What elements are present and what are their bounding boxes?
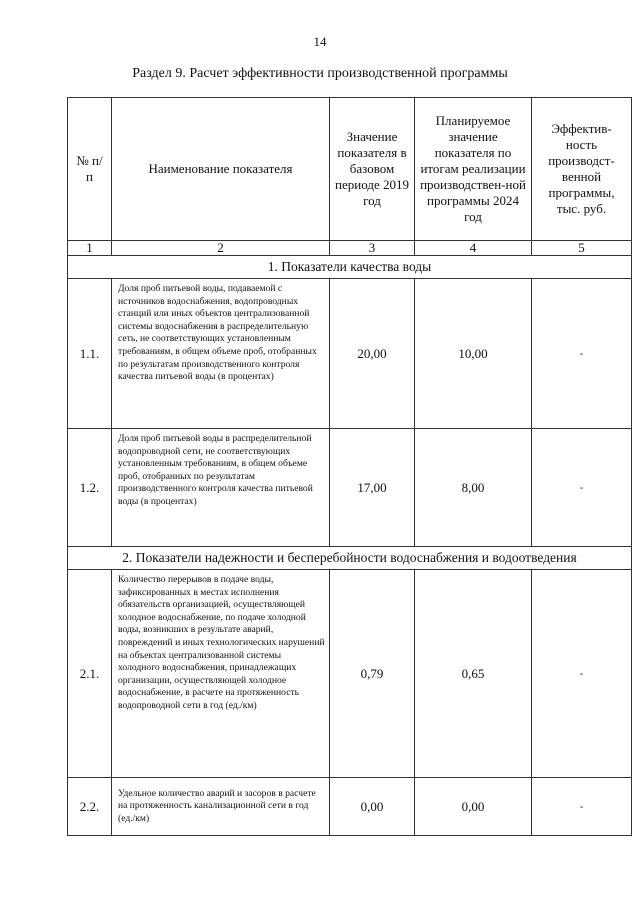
section-heading: 1. Показатели качества воды — [68, 256, 632, 279]
column-number: 2 — [112, 241, 330, 256]
indicator-name: Количество перерывов в подаче воды, зафиксированных в местах исполнения обязательств организацией, осуществляющей холодное водоснабжение, по подаче холодной воды, возникших в результате аварий, повреждений и иных технологических нарушений на объектах централизованной системы холодного водоснабжения, принадлежащих организации, осуществляющей холодное водоснабжение, в расчете на протяженность водопроводной сети в год (ед./км) — [112, 570, 330, 778]
header-row — [68, 98, 632, 241]
section-row — [68, 547, 632, 570]
column-number: 1 — [68, 241, 112, 256]
indicator-name: Доля проб питьевой воды в распределительной водопроводной сети, не соответствующих установленным требованиям, в общем объеме проб, отобранных по результатам производственного контроля качества питьевой воды (в процентах) — [112, 429, 330, 547]
section-row — [68, 256, 632, 279]
section-heading: 2. Показатели надежности и бесперебойности водоснабжения и водоотведения — [68, 547, 632, 570]
column-number: 3 — [330, 241, 415, 256]
table-row — [68, 279, 632, 429]
table-row — [68, 570, 632, 778]
column-number: 4 — [415, 241, 532, 256]
plan-value: 10,00 — [415, 279, 532, 429]
plan-value: 0,00 — [415, 778, 532, 836]
table-row — [68, 429, 632, 547]
indicator-name: Доля проб питьевой воды, подаваемой с источников водоснабжения, водопроводных станций или иных объектов централизованной системы водоснабжения в распределительную сеть, не соответствующих установленным требованиям, в общем объеме проб, отобранных по результатам производственного контроля качества питьевой воды (в процентах) — [112, 279, 330, 429]
column-number: 5 — [532, 241, 632, 256]
efficiency-value: - — [532, 778, 632, 836]
row-number: 2.2. — [68, 778, 112, 836]
efficiency-value: - — [532, 279, 632, 429]
efficiency-table — [67, 97, 632, 836]
header-efficiency: Эффектив-ность производст-венной программы, тыс. руб. — [532, 98, 632, 241]
header-name: Наименование показателя — [112, 98, 330, 241]
plan-value: 8,00 — [415, 429, 532, 547]
base-value: 17,00 — [330, 429, 415, 547]
row-number: 2.1. — [68, 570, 112, 778]
header-plan-value: Планируемое значение показателя по итогам реализации производствен-ной программы 2024 год — [415, 98, 532, 241]
plan-value: 0,65 — [415, 570, 532, 778]
row-number: 1.1. — [68, 279, 112, 429]
section-title: Раздел 9. Расчет эффективности производственной программы — [132, 66, 508, 81]
table-row — [68, 778, 632, 836]
efficiency-value: - — [532, 570, 632, 778]
base-value: 0,00 — [330, 778, 415, 836]
column-numbers-row — [68, 241, 632, 256]
row-number: 1.2. — [68, 429, 112, 547]
base-value: 20,00 — [330, 279, 415, 429]
base-value: 0,79 — [330, 570, 415, 778]
header-base-value: Значение показателя в базовом периоде 2019 год — [330, 98, 415, 241]
header-number: № п/п — [68, 98, 112, 241]
indicator-name: Удельное количество аварий и засоров в расчете на протяженность канализационной сети в год (ед./км) — [112, 778, 330, 836]
efficiency-value: - — [532, 429, 632, 547]
page-number: 14 — [313, 34, 327, 49]
